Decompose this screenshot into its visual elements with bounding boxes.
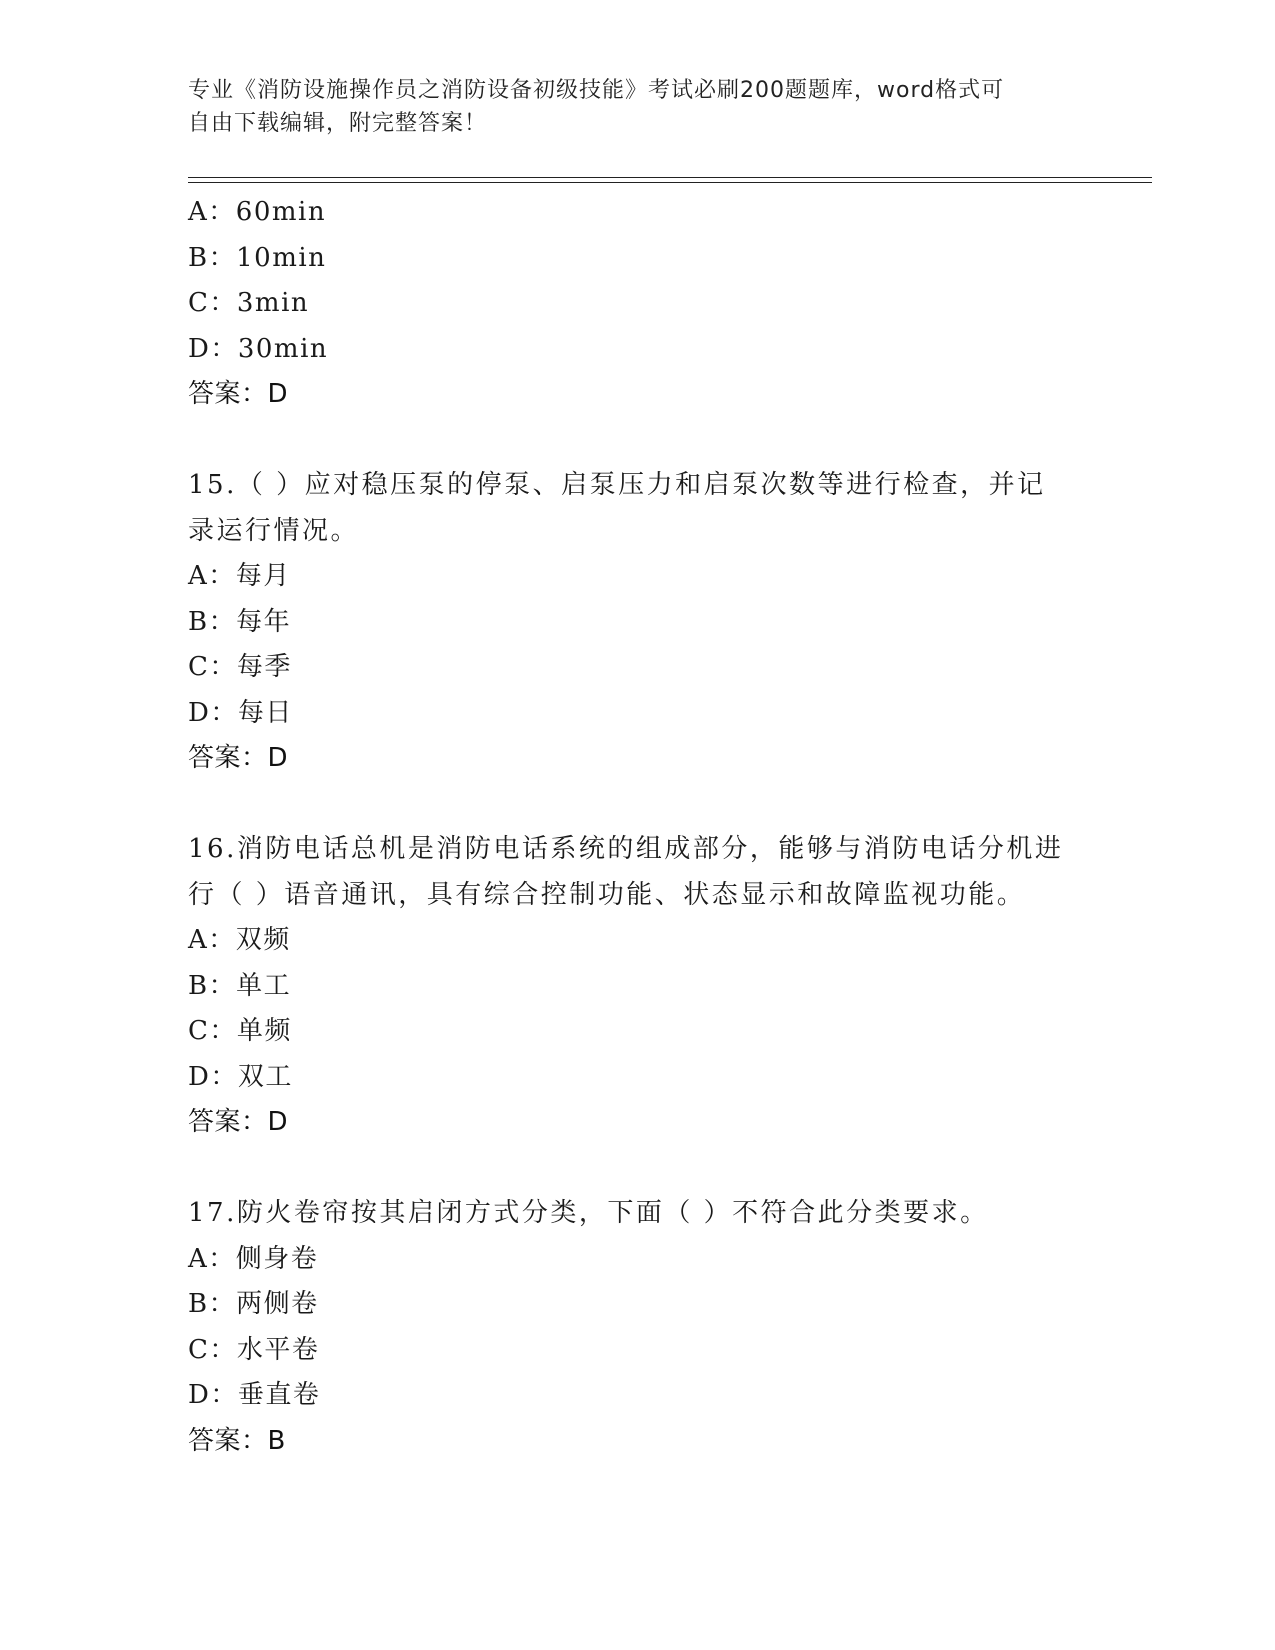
question-stem-line-1: 15.（ ）应对稳压泵的停泵、启泵压力和启泵次数等进行检查，并记: [188, 470, 1046, 500]
question-stem-line-2: 录运行情况。: [188, 515, 360, 546]
spacer: [188, 782, 1088, 828]
question-stem-line-1: 17.防火卷帘按其启闭方式分类，下面（ ）不符合此分类要求。: [188, 1198, 989, 1228]
option-c: C：单频: [188, 1016, 292, 1046]
question-14-continued: [188, 190, 1088, 418]
answer-line: 答案：D: [188, 1107, 289, 1137]
option-a: A：侧身卷: [188, 1243, 319, 1274]
option-d: D：垂直卷: [188, 1380, 321, 1410]
answer-line: 答案：B: [188, 1425, 286, 1456]
question-16: [188, 827, 1088, 1146]
answer-line: 答案：D: [188, 379, 289, 409]
question-list: [188, 190, 1088, 1464]
option-d: D：双工: [188, 1061, 293, 1092]
question-17: [188, 1191, 1088, 1464]
answer-line: 答案：D: [188, 743, 289, 773]
option-a: A：双频: [188, 925, 291, 955]
header-line-1: 专业《消防设施操作员之消防设备初级技能》考试必刷200题题库，word格式可: [188, 78, 1005, 103]
option-c: C：每季: [188, 652, 292, 682]
option-b: B：单工: [188, 970, 292, 1001]
option-a: A：每月: [188, 561, 291, 591]
header-line-2: 自由下载编辑，附完整答案！: [188, 111, 488, 136]
option-a: A：60min: [188, 197, 327, 227]
spacer: [188, 1146, 1088, 1192]
option-d: D：30min: [188, 333, 329, 364]
question-15: [188, 463, 1088, 782]
spacer: [188, 418, 1088, 464]
header-divider-top: [188, 177, 1152, 178]
option-b: B：两侧卷: [188, 1289, 319, 1319]
document-header: [188, 74, 1088, 140]
option-c: C：3min: [188, 288, 310, 318]
question-stem-line-1: 16.消防电话总机是消防电话系统的组成部分，能够与消防电话分机进: [188, 834, 1064, 864]
option-d: D：每日: [188, 697, 293, 728]
header-divider-bottom: [188, 182, 1152, 183]
option-b: B：10min: [188, 242, 327, 273]
question-stem-line-2: 行（ ）语音通讯，具有综合控制功能、状态显示和故障监视功能。: [188, 879, 1026, 910]
option-c: C：水平卷: [188, 1334, 320, 1365]
option-b: B：每年: [188, 606, 292, 637]
